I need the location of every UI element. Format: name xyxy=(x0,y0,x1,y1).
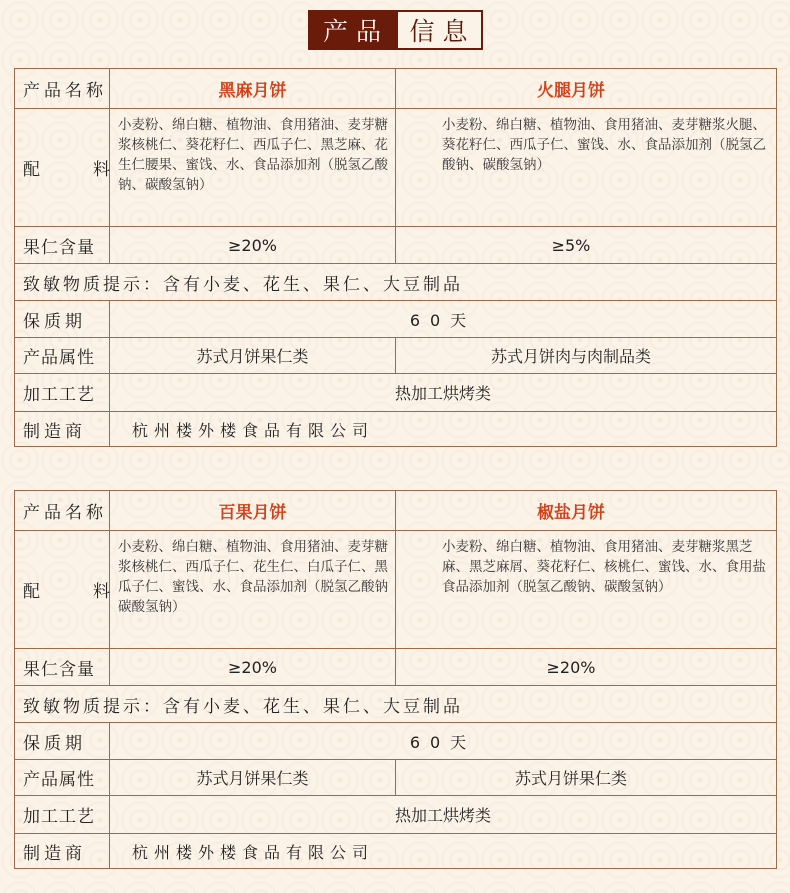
kernel-label: 果仁含量 xyxy=(15,649,110,686)
process-value: 热加工烘烤类 xyxy=(110,796,777,834)
product-name-a: 百果月饼 xyxy=(110,491,396,531)
shelf-life-label: 保质期 xyxy=(15,723,110,760)
shelf-life-value: 60天 xyxy=(110,301,777,338)
product-name-label: 产品名称 xyxy=(15,491,110,531)
shelf-life-label: 保质期 xyxy=(15,301,110,338)
product-name-b: 火腿月饼 xyxy=(396,69,777,109)
manufacturer-label: 制造商 xyxy=(15,834,110,869)
ingredients-a: 小麦粉、绵白糖、植物油、食用猪油、麦芽糖浆核桃仁、西瓜子仁、花生仁、白瓜子仁、黑瓜子仁、蜜饯、水、食品添加剂（脱氢乙酸钠碳酸氢钠） xyxy=(110,531,396,649)
kernel-label: 果仁含量 xyxy=(15,227,110,264)
attribute-b: 苏式月饼果仁类 xyxy=(396,760,777,796)
process-label: 加工工艺 xyxy=(15,796,110,834)
product-name-a: 黑麻月饼 xyxy=(110,69,396,109)
attribute-label: 产品属性 xyxy=(15,760,110,796)
attribute-a: 苏式月饼果仁类 xyxy=(110,338,396,374)
manufacturer-value: 杭州楼外楼食品有限公司 xyxy=(110,412,777,447)
header-title-dark: 产品 xyxy=(308,10,398,50)
ingredients-a: 小麦粉、绵白糖、植物油、食用猪油、麦芽糖浆核桃仁、葵花籽仁、西瓜子仁、黑芝麻、花生仁腰果、蜜饯、水、食品添加剂（脱氢乙酸钠、碳酸氢钠） xyxy=(110,109,396,227)
section-header xyxy=(308,10,483,50)
attribute-b: 苏式月饼肉与肉制品类 xyxy=(396,338,777,374)
manufacturer-label: 制造商 xyxy=(15,412,110,447)
attribute-label: 产品属性 xyxy=(15,338,110,374)
allergy-notice: 致敏物质提示：含有小麦、花生、果仁、大豆制品 xyxy=(15,264,777,301)
product-table-2 xyxy=(14,490,777,869)
shelf-life-value: 60天 xyxy=(110,723,777,760)
product-name-b: 椒盐月饼 xyxy=(396,491,777,531)
ingredients-label: 配 料 xyxy=(15,531,110,649)
kernel-a: ≥20% xyxy=(110,227,396,264)
process-value: 热加工烘烤类 xyxy=(110,374,777,412)
ingredients-label: 配 料 xyxy=(15,109,110,227)
allergy-notice: 致敏物质提示：含有小麦、花生、果仁、大豆制品 xyxy=(15,686,777,723)
header-title-light: 信息 xyxy=(398,10,483,50)
kernel-b: ≥5% xyxy=(396,227,777,264)
process-label: 加工工艺 xyxy=(15,374,110,412)
product-table-1 xyxy=(14,68,777,447)
attribute-a: 苏式月饼果仁类 xyxy=(110,760,396,796)
kernel-b: ≥20% xyxy=(396,649,777,686)
ingredients-b: 小麦粉、绵白糖、植物油、食用猪油、麦芽糖浆火腿、葵花籽仁、西瓜子仁、蜜饯、水、食品添加剂（脱氢乙酸钠、碳酸氢钠） xyxy=(396,109,777,227)
ingredients-b: 小麦粉、绵白糖、植物油、食用猪油、麦芽糖浆黑芝麻、黑芝麻屑、葵花籽仁、核桃仁、蜜饯、水、食用盐食品添加剂（脱氢乙酸钠、碳酸氢钠） xyxy=(396,531,777,649)
manufacturer-value: 杭州楼外楼食品有限公司 xyxy=(110,834,777,869)
product-name-label: 产品名称 xyxy=(15,69,110,109)
kernel-a: ≥20% xyxy=(110,649,396,686)
